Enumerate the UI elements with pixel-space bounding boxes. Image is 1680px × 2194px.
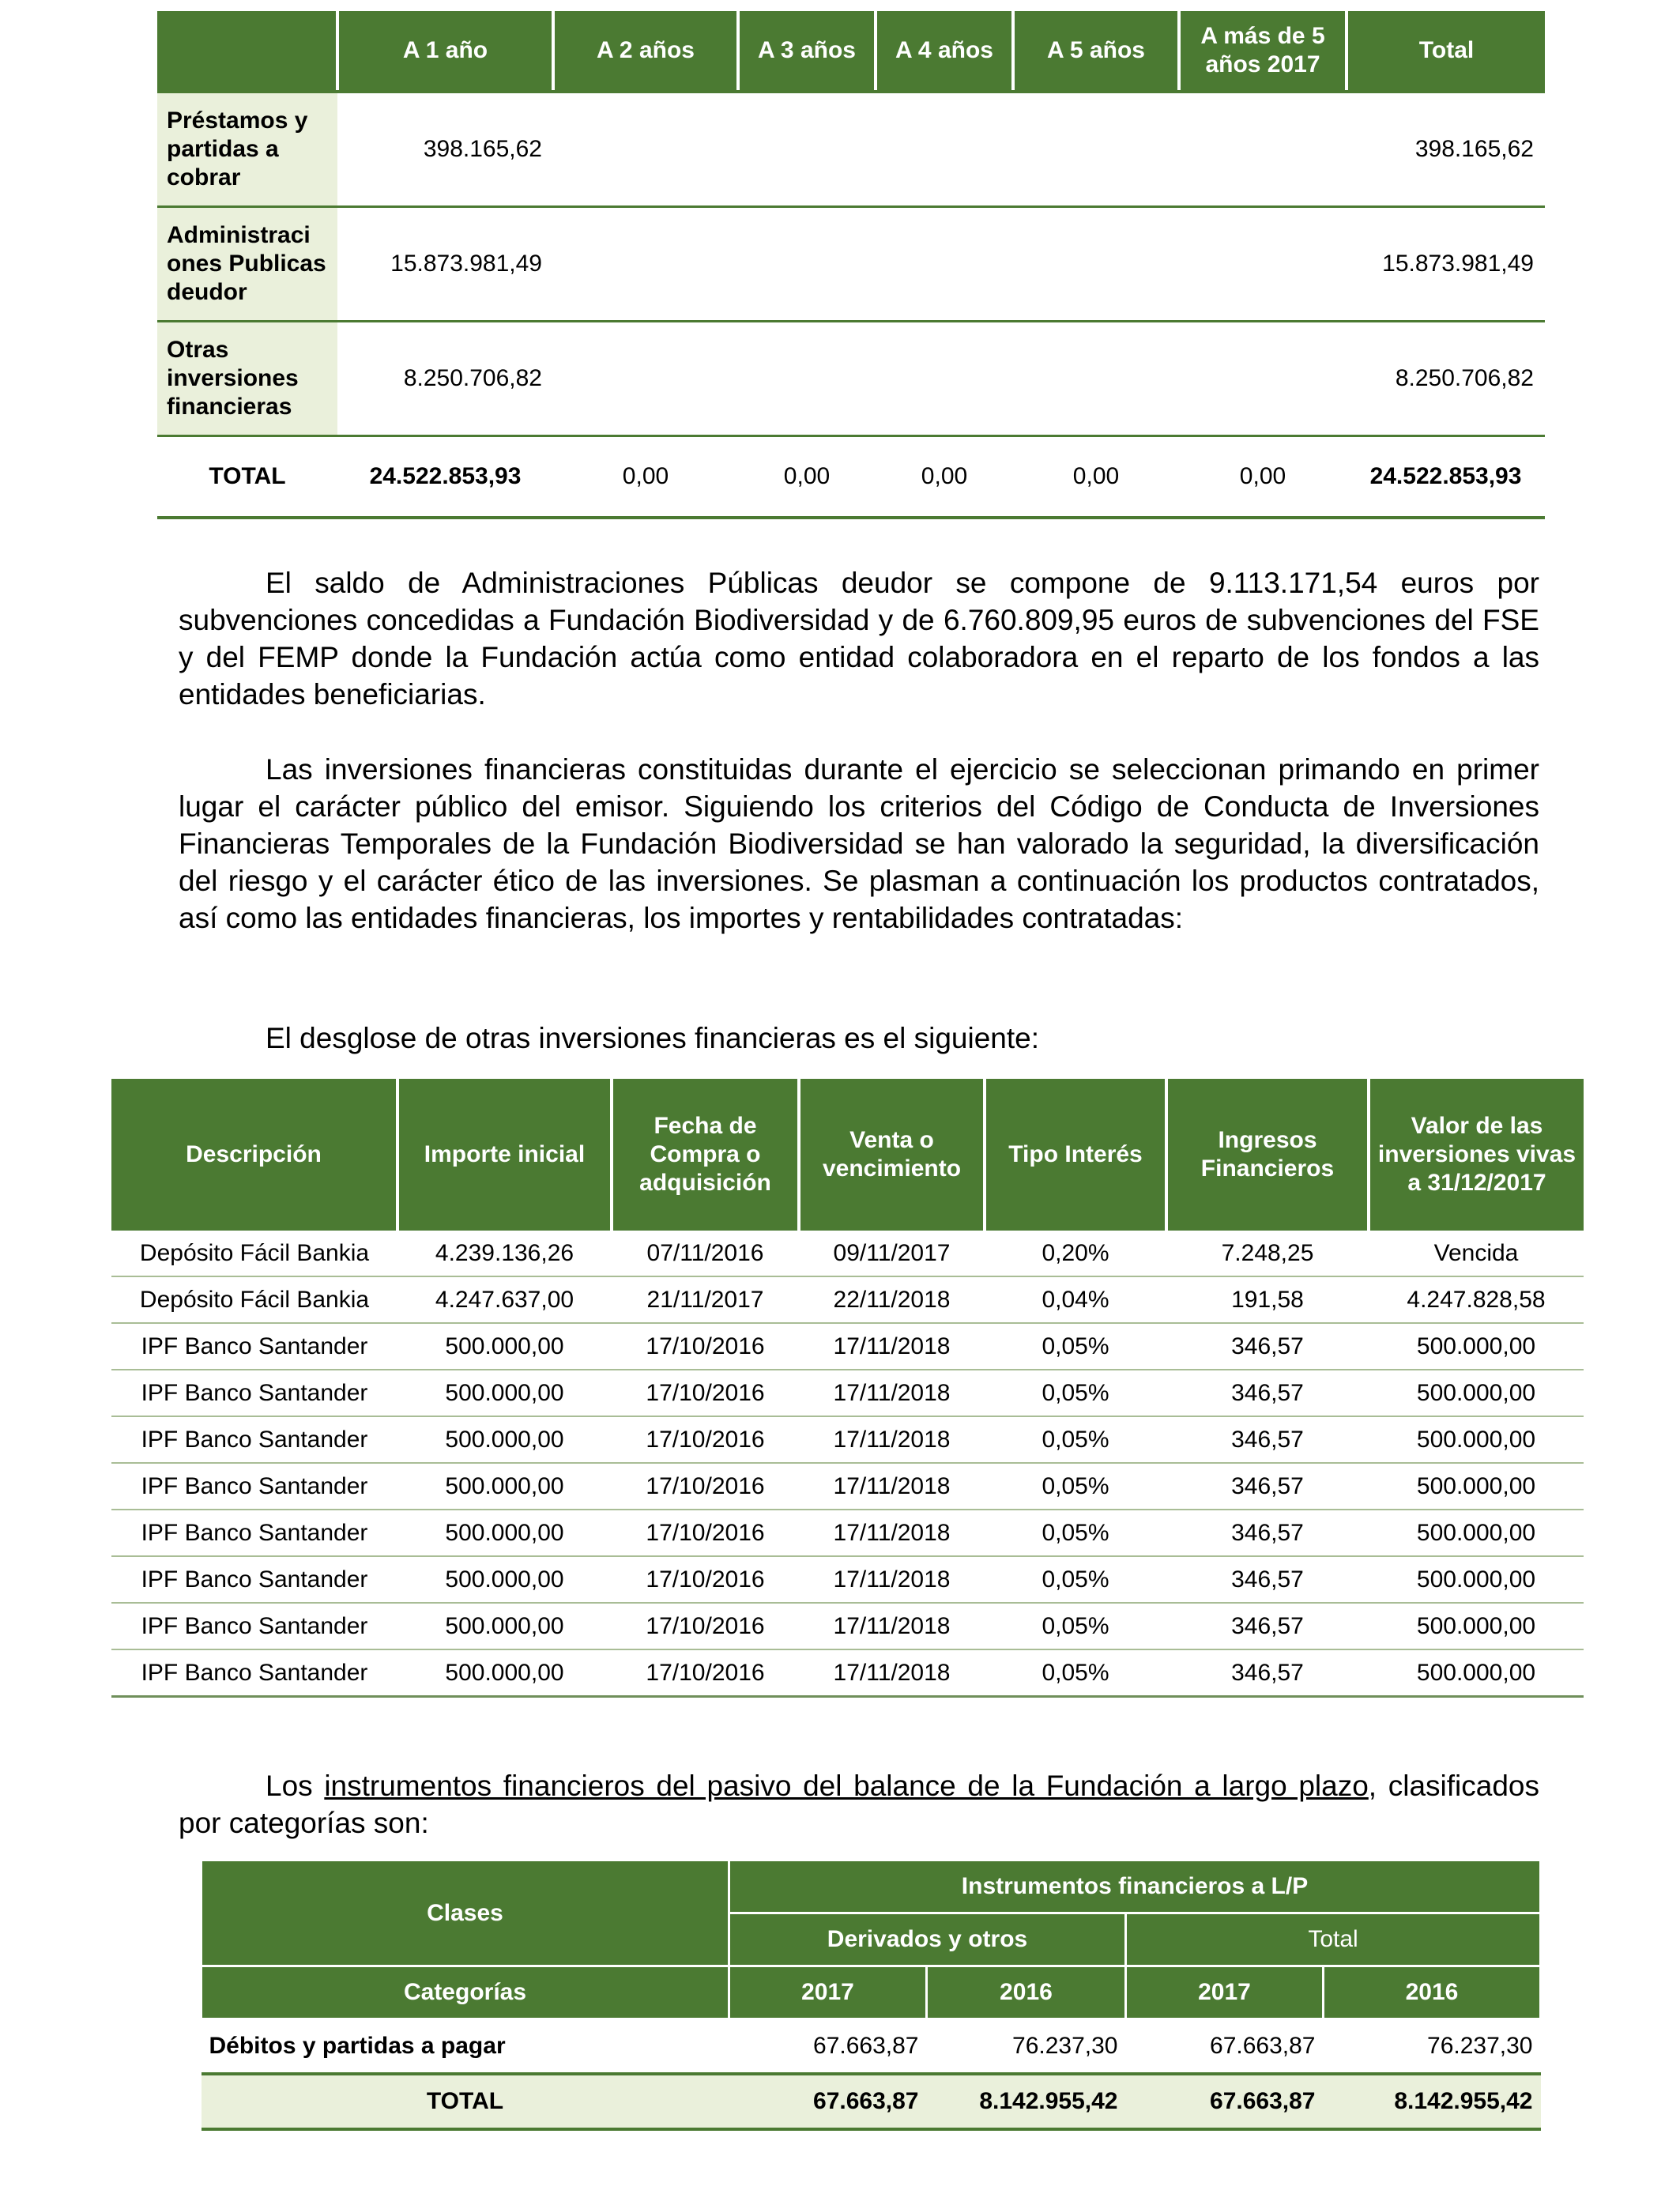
cell-value: 76.237,30 bbox=[927, 2019, 1126, 2075]
row-label: Otras inversiones financieras bbox=[157, 322, 337, 436]
investment-description: IPF Banco Santander bbox=[111, 1463, 397, 1510]
investment-cell: 22/11/2018 bbox=[799, 1276, 985, 1323]
investment-cell: Vencida bbox=[1369, 1231, 1584, 1276]
maturity-total-row bbox=[157, 436, 1545, 518]
investment-cell: 500.000,00 bbox=[1369, 1370, 1584, 1416]
investment-cell: 346,57 bbox=[1166, 1603, 1369, 1649]
investments-header-cell: Valor de las inversiones vivas a 31/12/2017 bbox=[1369, 1079, 1584, 1231]
investment-cell: 17/10/2016 bbox=[612, 1463, 799, 1510]
investment-cell: 500.000,00 bbox=[397, 1556, 612, 1603]
investment-row bbox=[111, 1276, 1584, 1323]
cell-total: 15.873.981,49 bbox=[1347, 207, 1545, 322]
investment-cell: 0,05% bbox=[985, 1510, 1166, 1556]
cell-value: 67.663,87 bbox=[729, 2019, 927, 2075]
total-cell: 0,00 bbox=[1013, 436, 1179, 518]
investments-body bbox=[111, 1231, 1584, 1697]
cell-value: 8.250.706,82 bbox=[337, 322, 553, 436]
investment-cell: 346,57 bbox=[1166, 1463, 1369, 1510]
investment-cell: 500.000,00 bbox=[1369, 1556, 1584, 1603]
liabilities-header-row bbox=[202, 1860, 1541, 1913]
cell-value: 67.663,87 bbox=[1126, 2019, 1324, 2075]
row-label: Préstamos y partidas a cobrar bbox=[157, 92, 337, 207]
maturity-header-cell: A 1 año bbox=[337, 11, 553, 92]
investment-cell: 0,05% bbox=[985, 1603, 1166, 1649]
investment-description: IPF Banco Santander bbox=[111, 1649, 397, 1697]
investment-row bbox=[111, 1510, 1584, 1556]
investment-cell: 346,57 bbox=[1166, 1416, 1369, 1463]
investment-description: Depósito Fácil Bankia bbox=[111, 1231, 397, 1276]
investment-row bbox=[111, 1323, 1584, 1370]
investment-cell: 500.000,00 bbox=[1369, 1603, 1584, 1649]
investment-cell: 500.000,00 bbox=[1369, 1649, 1584, 1697]
investment-cell: 191,58 bbox=[1166, 1276, 1369, 1323]
investment-cell: 17/11/2018 bbox=[799, 1370, 985, 1416]
investment-cell: 17/11/2018 bbox=[799, 1510, 985, 1556]
investment-cell: 0,05% bbox=[985, 1416, 1166, 1463]
investment-cell: 346,57 bbox=[1166, 1510, 1369, 1556]
maturity-header-cell: Total bbox=[1347, 11, 1545, 92]
investment-cell: 500.000,00 bbox=[397, 1510, 612, 1556]
maturity-row bbox=[157, 322, 1545, 436]
investment-cell: 500.000,00 bbox=[397, 1370, 612, 1416]
row-label: Débitos y partidas a pagar bbox=[202, 2019, 729, 2075]
investment-cell: 09/11/2017 bbox=[799, 1231, 985, 1276]
maturity-header-cell: A 2 años bbox=[553, 11, 738, 92]
total-cell: 0,00 bbox=[1179, 436, 1347, 518]
paragraph-investments bbox=[179, 751, 1539, 937]
investments-header-cell: Venta o vencimiento bbox=[799, 1079, 985, 1231]
year-header: 2016 bbox=[927, 1966, 1126, 2019]
investment-cell: 0,05% bbox=[985, 1370, 1166, 1416]
investment-row bbox=[111, 1463, 1584, 1510]
investment-description: IPF Banco Santander bbox=[111, 1370, 397, 1416]
investment-description: IPF Banco Santander bbox=[111, 1416, 397, 1463]
investment-cell: 17/10/2016 bbox=[612, 1416, 799, 1463]
maturity-header-cell: A más de 5 años 2017 bbox=[1179, 11, 1347, 92]
paragraph-text: Las inversiones financieras constituidas durante el ejercicio se seleccionan primando en primer lugar el carácter público del emisor. Siguiendo los criterios del Código de Conducta de Inversiones Financieras Temporales de la Fundación Biodiversidad se han valorado la seguridad, la diversificación del riesgo y el carácter ético de las inversiones. Se plasman a continuación los productos contratados, así como las entidades financieras, los importes y rentabilidades contratadas: bbox=[179, 753, 1539, 934]
investment-cell: 500.000,00 bbox=[397, 1323, 612, 1370]
investment-cell: 0,05% bbox=[985, 1556, 1166, 1603]
investment-cell: 21/11/2017 bbox=[612, 1276, 799, 1323]
maturity-header-row bbox=[157, 11, 1545, 92]
investment-cell: 500.000,00 bbox=[397, 1603, 612, 1649]
liabilities-total-row bbox=[202, 2074, 1541, 2129]
investment-cell: 346,57 bbox=[1166, 1323, 1369, 1370]
investment-cell: 17/10/2016 bbox=[612, 1510, 799, 1556]
investment-cell: 0,20% bbox=[985, 1231, 1166, 1276]
year-header: 2017 bbox=[1126, 1966, 1324, 2019]
investment-cell: 4.239.136,26 bbox=[397, 1231, 612, 1276]
maturity-header-cell: A 5 años bbox=[1013, 11, 1179, 92]
investment-cell: 07/11/2016 bbox=[612, 1231, 799, 1276]
total-header: Total bbox=[1126, 1913, 1541, 1966]
investment-cell: 17/11/2018 bbox=[799, 1556, 985, 1603]
row-label: Administraci ones Publicas deudor bbox=[157, 207, 337, 322]
investment-row bbox=[111, 1231, 1584, 1276]
paragraph-text: El desglose de otras inversiones financieras es el siguiente: bbox=[266, 1022, 1040, 1054]
investments-header-cell: Ingresos Financieros bbox=[1166, 1079, 1369, 1231]
investment-cell: 17/10/2016 bbox=[612, 1370, 799, 1416]
liabilities-year-row bbox=[202, 1966, 1541, 2019]
investment-cell: 500.000,00 bbox=[397, 1649, 612, 1697]
investment-cell: 17/11/2018 bbox=[799, 1323, 985, 1370]
total-cell: 24.522.853,93 bbox=[1347, 436, 1545, 518]
liabilities-table bbox=[200, 1859, 1542, 2131]
investment-cell: 346,57 bbox=[1166, 1370, 1369, 1416]
investment-description: IPF Banco Santander bbox=[111, 1603, 397, 1649]
year-header: 2017 bbox=[729, 1966, 927, 2019]
investment-row bbox=[111, 1649, 1584, 1697]
cell-value: 76.237,30 bbox=[1324, 2019, 1541, 2075]
investment-cell: 346,57 bbox=[1166, 1556, 1369, 1603]
investment-cell: 17/10/2016 bbox=[612, 1323, 799, 1370]
investment-row bbox=[111, 1416, 1584, 1463]
underlined-phrase: instrumentos financieros del pasivo del balance de la Fundación a largo plazo bbox=[324, 1770, 1369, 1802]
maturity-header-cell: A 4 años bbox=[876, 11, 1013, 92]
investment-cell: 7.248,25 bbox=[1166, 1231, 1369, 1276]
investment-cell: 17/11/2018 bbox=[799, 1416, 985, 1463]
investment-cell: 500.000,00 bbox=[397, 1463, 612, 1510]
maturity-header-cell: A 3 años bbox=[738, 11, 876, 92]
paragraph-text: , clasificados por categorías son: bbox=[179, 1770, 1539, 1839]
cell-value: 398.165,62 bbox=[337, 92, 553, 207]
total-label: TOTAL bbox=[157, 436, 337, 518]
investments-header-cell: Importe inicial bbox=[397, 1079, 612, 1231]
paragraph-text: El saldo de Administraciones Públicas deudor se compone de 9.113.171,54 euros por subvenciones concedidas a Fundación Biodiversidad y de 6.760.809,95 euros de subvenciones del FSE y del FEMP donde la Fundación actúa como entidad colaboradora en el reparto de los fondos a las entidades beneficiarias. bbox=[179, 567, 1539, 711]
investment-cell: 500.000,00 bbox=[397, 1416, 612, 1463]
clases-header: Clases bbox=[202, 1860, 729, 1966]
investment-cell: 0,05% bbox=[985, 1323, 1166, 1370]
investment-cell: 4.247.828,58 bbox=[1369, 1276, 1584, 1323]
investment-cell: 0,04% bbox=[985, 1276, 1166, 1323]
total-cell: 0,00 bbox=[553, 436, 738, 518]
investment-cell: 500.000,00 bbox=[1369, 1416, 1584, 1463]
group-header: Instrumentos financieros a L/P bbox=[729, 1860, 1541, 1913]
investment-cell: 500.000,00 bbox=[1369, 1323, 1584, 1370]
investments-header-row bbox=[111, 1079, 1584, 1231]
cell-total: 398.165,62 bbox=[1347, 92, 1545, 207]
investment-description: IPF Banco Santander bbox=[111, 1510, 397, 1556]
maturity-row bbox=[157, 92, 1545, 207]
debitos-row bbox=[202, 2019, 1541, 2075]
total-cell: 24.522.853,93 bbox=[337, 436, 553, 518]
total-label: TOTAL bbox=[202, 2074, 729, 2129]
investment-cell: 17/11/2018 bbox=[799, 1463, 985, 1510]
investments-table bbox=[111, 1079, 1584, 1698]
maturity-header-cell bbox=[157, 11, 337, 92]
maturity-table bbox=[157, 11, 1545, 519]
paragraph-liabilities bbox=[179, 1767, 1539, 1842]
investment-cell: 500.000,00 bbox=[1369, 1463, 1584, 1510]
investment-cell: 4.247.637,00 bbox=[397, 1276, 612, 1323]
paragraph-public-admin bbox=[179, 564, 1539, 713]
investment-cell: 500.000,00 bbox=[1369, 1510, 1584, 1556]
investment-cell: 17/10/2016 bbox=[612, 1649, 799, 1697]
investment-row bbox=[111, 1556, 1584, 1603]
total-cell: 8.142.955,42 bbox=[927, 2074, 1126, 2129]
investment-cell: 0,05% bbox=[985, 1463, 1166, 1510]
investment-cell: 17/11/2018 bbox=[799, 1603, 985, 1649]
investments-header-cell: Tipo Interés bbox=[985, 1079, 1166, 1231]
total-cell: 0,00 bbox=[876, 436, 1013, 518]
year-header: 2016 bbox=[1324, 1966, 1541, 2019]
investment-cell: 17/10/2016 bbox=[612, 1556, 799, 1603]
cell-total: 8.250.706,82 bbox=[1347, 322, 1545, 436]
paragraph-breakdown bbox=[179, 1020, 1539, 1057]
investments-header-cell: Descripción bbox=[111, 1079, 397, 1231]
investment-cell: 0,05% bbox=[985, 1649, 1166, 1697]
investment-cell: 346,57 bbox=[1166, 1649, 1369, 1697]
paragraph-text: Los bbox=[266, 1770, 325, 1802]
investment-row bbox=[111, 1370, 1584, 1416]
total-cell: 67.663,87 bbox=[1126, 2074, 1324, 2129]
investment-description: IPF Banco Santander bbox=[111, 1323, 397, 1370]
maturity-row bbox=[157, 207, 1545, 322]
investment-description: IPF Banco Santander bbox=[111, 1556, 397, 1603]
categorias-header: Categorías bbox=[202, 1966, 729, 2019]
total-cell: 67.663,87 bbox=[729, 2074, 927, 2129]
total-cell: 8.142.955,42 bbox=[1324, 2074, 1541, 2129]
investment-cell: 17/11/2018 bbox=[799, 1649, 985, 1697]
cell-value: 15.873.981,49 bbox=[337, 207, 553, 322]
derivados-header: Derivados y otros bbox=[729, 1913, 1126, 1966]
investment-cell: 17/10/2016 bbox=[612, 1603, 799, 1649]
investment-description: Depósito Fácil Bankia bbox=[111, 1276, 397, 1323]
investment-row bbox=[111, 1603, 1584, 1649]
investments-header-cell: Fecha de Compra o adquisición bbox=[612, 1079, 799, 1231]
total-cell: 0,00 bbox=[738, 436, 876, 518]
